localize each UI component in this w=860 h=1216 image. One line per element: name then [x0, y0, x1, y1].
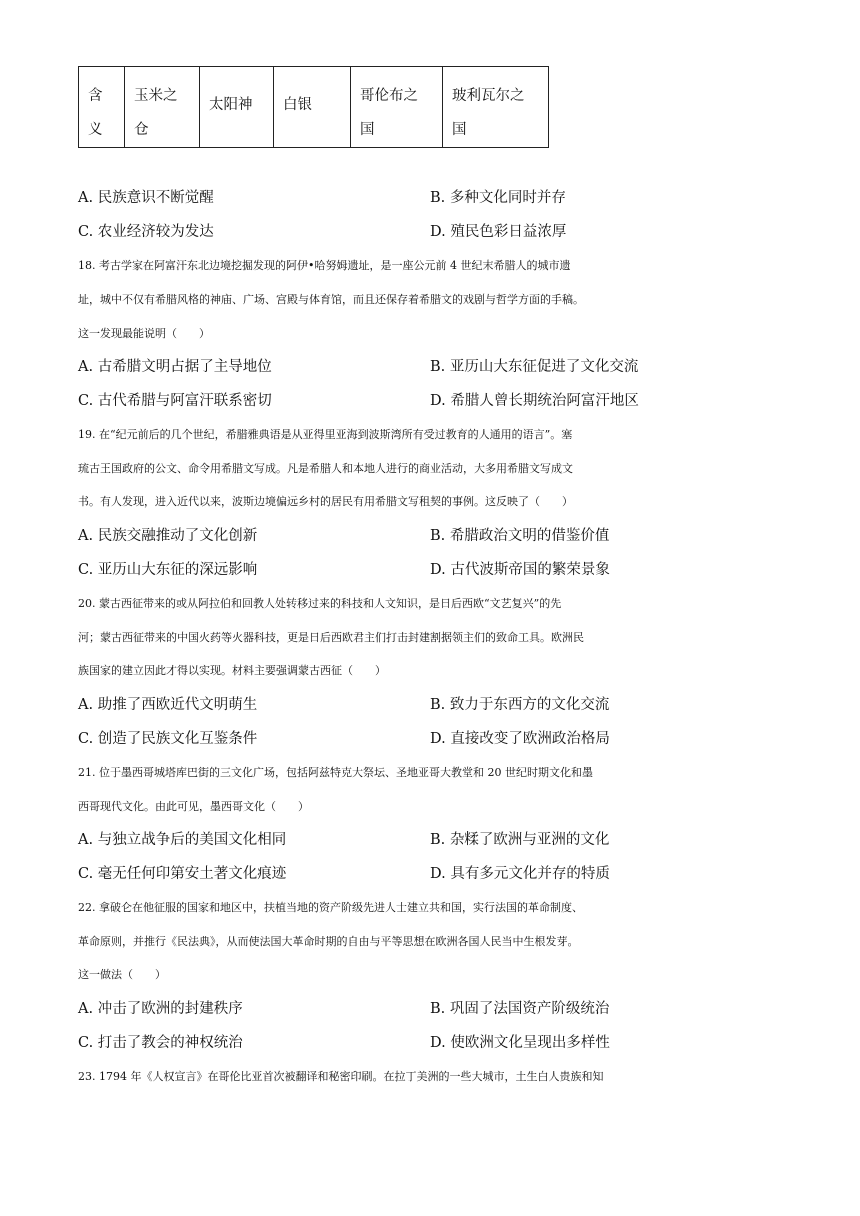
cell-line: 义 [88, 122, 103, 138]
q22-option-b: B. 巩固了法国资产阶级统治 [430, 1001, 610, 1017]
q18-stem-line: 这一发现最能说明（ ） [78, 327, 210, 340]
table-cell [200, 67, 274, 148]
q21-stem-line: 21. 位于墨西哥城塔库巴街的三文化广场，包括阿兹特克大祭坛、圣地亚哥大教堂和 20 世纪时期文化和墨 [78, 766, 593, 779]
q19-stem-line: 书。有人发现，进入近代以来，波斯边境偏远乡村的居民有用希腊文写租契的事例。这反映了（ ） [78, 495, 573, 508]
q17-option-b: B. 多种文化同时并存 [430, 190, 566, 206]
q20-stem-line: 河；蒙古西征带来的中国火药等火器科技，更是日后西欧君主们打击封建割据领主们的致命工具。欧洲民 [78, 631, 584, 644]
q20-stem-line: 族国家的建立因此才得以实现。材料主要强调蒙古西征（ ） [78, 664, 386, 677]
q22-stem-line: 22. 拿破仑在他征服的国家和地区中，扶植当地的资产阶级先进人士建立共和国，实行法国的革命制度、 [78, 901, 583, 914]
q18-stem-line: 址，城中不仅有希腊风格的神庙、广场、宫殿与体育馆，而且还保存着希腊文的戏剧与哲学方面的手稿。 [78, 293, 584, 306]
cell-line: 含 [88, 88, 103, 104]
table-cell [274, 67, 351, 148]
cell-line: 玉米之 [134, 88, 178, 104]
q19-option-c: C. 亚历山大东征的深远影响 [78, 562, 258, 578]
q21-option-c: C. 毫无任何印第安土著文化痕迹 [78, 866, 287, 882]
q18-option-c: C. 古代希腊与阿富汗联系密切 [78, 393, 272, 409]
q20-option-a: A. 助推了西欧近代文明萌生 [78, 697, 258, 713]
q22-stem-line: 革命原则，并推行《民法典》，从而使法国大革命时期的自由与平等思想在欧洲各国人民当中生根发芽。 [78, 935, 579, 948]
q22-option-a: A. 冲击了欧洲的封建秩序 [78, 1001, 243, 1017]
q22-option-c: C. 打击了教会的神权统治 [78, 1035, 243, 1051]
q21-stem-line: 西哥现代文化。由此可见，墨西哥文化（ ） [78, 800, 309, 813]
cell-line: 太阳神 [209, 97, 253, 113]
q20-option-b: B. 致力于东西方的文化交流 [430, 697, 610, 713]
cell-line: 仓 [134, 122, 149, 138]
q17-option-a: A. 民族意识不断觉醒 [78, 190, 214, 206]
q21-option-b: B. 杂糅了欧洲与亚洲的文化 [430, 832, 610, 848]
cell-line: 哥伦布之 [360, 88, 418, 104]
table-cell-header [79, 67, 125, 148]
q21-option-d: D. 具有多元文化并存的特质 [430, 866, 610, 882]
table-cell [443, 67, 549, 148]
q19-stem-line: 19. 在“纪元前后的几个世纪，希腊雅典语是从亚得里亚海到波斯湾所有受过教育的人通用的语言”。塞 [78, 428, 573, 441]
q17-option-d: D. 殖民色彩日益浓厚 [430, 224, 567, 240]
table-row [79, 67, 549, 148]
cell-line: 玻利瓦尔之 [452, 88, 525, 104]
q19-option-b: B. 希腊政治文明的借鉴价值 [430, 528, 610, 544]
q18-stem-line: 18. 考古学家在阿富汗东北边境挖掘发现的阿伊•哈努姆遗址，是一座公元前 4 世纪末希腊人的城市遗 [78, 259, 571, 272]
q19-option-a: A. 民族交融推动了文化创新 [78, 528, 258, 544]
q19-option-d: D. 古代波斯帝国的繁荣景象 [430, 562, 610, 578]
q20-option-d: D. 直接改变了欧洲政治格局 [430, 731, 610, 747]
q23-stem-line: 23. 1794 年《人权宣言》在哥伦比亚首次被翻译和秘密印刷。在拉丁美洲的一些大城市，土生白人贵族和知 [78, 1070, 604, 1083]
q18-option-a: A. 古希腊文明占据了主导地位 [78, 359, 272, 375]
q18-option-d: D. 希腊人曾长期统治阿富汗地区 [430, 393, 639, 409]
q22-option-d: D. 使欧洲文化呈现出多样性 [430, 1035, 610, 1051]
q21-option-a: A. 与独立战争后的美国文化相同 [78, 832, 287, 848]
q22-stem-line: 这一做法（ ） [78, 968, 166, 981]
q20-stem-line: 20. 蒙古西征带来的或从阿拉伯和回教人处转移过来的科技和人文知识，是日后西欧“文艺复兴”的先 [78, 597, 562, 610]
q18-option-b: B. 亚历山大东征促进了文化交流 [430, 359, 639, 375]
meaning-table [78, 66, 549, 148]
cell-line: 白银 [283, 97, 312, 113]
q19-stem-line: 琉古王国政府的公文、命令用希腊文写成。凡是希腊人和本地人进行的商业活动，大多用希腊文写成文 [78, 462, 573, 475]
cell-line: 国 [360, 122, 375, 138]
cell-line: 国 [452, 122, 467, 138]
table-cell [125, 67, 200, 148]
q20-option-c: C. 创造了民族文化互鉴条件 [78, 731, 258, 747]
q17-option-c: C. 农业经济较为发达 [78, 224, 214, 240]
table-cell [351, 67, 443, 148]
